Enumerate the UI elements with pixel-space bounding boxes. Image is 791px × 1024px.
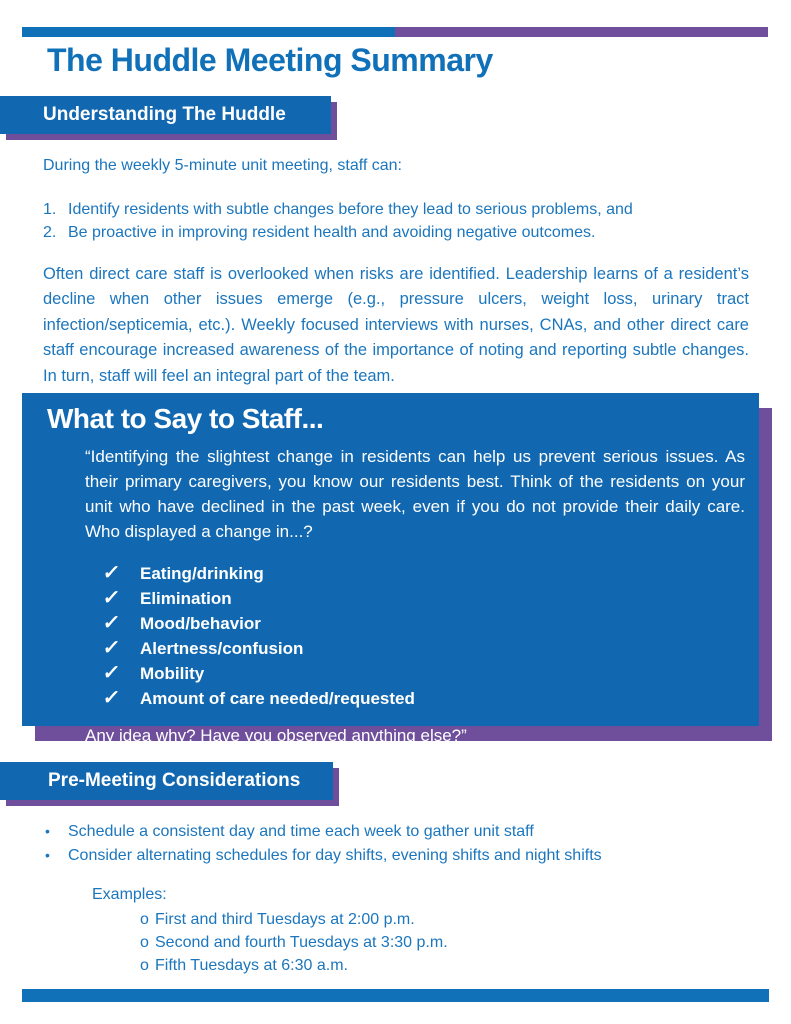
checkmark-icon: ✓: [101, 562, 122, 584]
numbered-item: [43, 221, 753, 244]
section-header-pre-meeting-considerations: [0, 762, 333, 800]
example-item: [140, 931, 448, 954]
bullet-marker: •: [45, 846, 50, 863]
checklist-item-label: Amount of care needed/requested: [140, 689, 415, 708]
bullet-marker: •: [45, 823, 50, 839]
sub-bullet-marker: o: [140, 934, 149, 951]
checkmark-icon: ✓: [101, 637, 122, 659]
checklist-item-label: Elimination: [140, 589, 232, 608]
checkmark-icon: ✓: [101, 687, 122, 709]
checklist-item: [103, 660, 759, 685]
examples-list: [140, 908, 448, 977]
example-item-text: Fifth Tuesdays at 6:30 a.m.: [155, 957, 348, 974]
bullet-item: [45, 844, 755, 868]
top-rule-purple-segment: [395, 27, 768, 37]
example-item: [140, 954, 448, 977]
item-text: Be proactive in improving resident health and avoiding negative outcomes.: [68, 224, 596, 241]
checkmark-icon: ✓: [101, 662, 122, 684]
top-accent-rule: [22, 27, 768, 37]
section-header-label: Pre-Meeting Considerations: [48, 770, 301, 791]
examples-label: Examples:: [92, 886, 167, 903]
checkmark-icon: ✓: [101, 612, 122, 634]
checklist-item: [103, 585, 759, 610]
checklist-item-label: Eating/drinking: [140, 564, 264, 583]
intro-sentence: During the weekly 5-minute unit meeting, staff can:: [43, 157, 402, 174]
callout-heading: What to Say to Staff...: [47, 403, 324, 434]
change-checklist: [103, 560, 759, 710]
item-text: Identify residents with subtle changes before they lead to serious problems, and: [68, 201, 633, 218]
checklist-item: [103, 610, 759, 635]
bullet-item-text: Schedule a consistent day and time each week to gather unit staff: [68, 823, 534, 840]
checkmark-icon: ✓: [101, 587, 122, 609]
checklist-item-label: Alertness/confusion: [140, 639, 304, 658]
numbered-list: [43, 198, 753, 244]
section-header-label: Understanding The Huddle: [43, 104, 286, 125]
sub-bullet-marker: o: [140, 957, 149, 974]
top-rule-blue-segment: [22, 27, 395, 37]
checklist-item-label: Mood/behavior: [140, 614, 261, 633]
example-item-text: Second and fourth Tuesdays at 3:30 p.m.: [155, 934, 448, 951]
callout-quote-intro: “Identifying the slightest change in residents can help us prevent serious issues. As their primary caregivers, you know our residents best. Think of the residents on your unit who have declined in the past week, even if you do not provide their daily care. Who displayed a change in...?: [85, 447, 745, 541]
example-item-text: First and third Tuesdays at 2:00 p.m.: [155, 911, 415, 928]
pre-meeting-bullet-list: [45, 820, 755, 867]
example-item: [140, 908, 448, 931]
bullet-item-text: Consider alternating schedules for day shifts, evening shifts and night shifts: [68, 846, 602, 864]
body-paragraph: Often direct care staff is overlooked when risks are identified. Leadership learns of a resident’s decline when other issues emerge (e.g., pressure ulcers, weight loss, urinary tract infection/septicemia, etc.). Weekly focused interviews with nurses, CNAs, and other direct care staff encourage increased awareness of the importance of noting and reporting subtle changes. In turn, staff will feel an integral part of the team.: [43, 265, 749, 385]
callout-quote-outro: Any idea why? Have you observed anything else?”: [85, 726, 467, 745]
item-number: 1.: [43, 201, 57, 218]
checklist-item: [103, 560, 759, 585]
numbered-item: [43, 198, 753, 221]
checklist-item-label: Mobility: [140, 664, 205, 683]
bullet-item: [45, 820, 755, 844]
bottom-accent-rule: [22, 989, 769, 1002]
item-number: 2.: [43, 224, 57, 241]
sub-bullet-marker: o: [140, 911, 149, 928]
section-header-understanding-the-huddle: [0, 96, 331, 134]
checklist-item: [103, 635, 759, 660]
page-title: The Huddle Meeting Summary: [47, 42, 493, 78]
what-to-say-callout-box: [22, 393, 759, 745]
checklist-item: [103, 685, 759, 710]
